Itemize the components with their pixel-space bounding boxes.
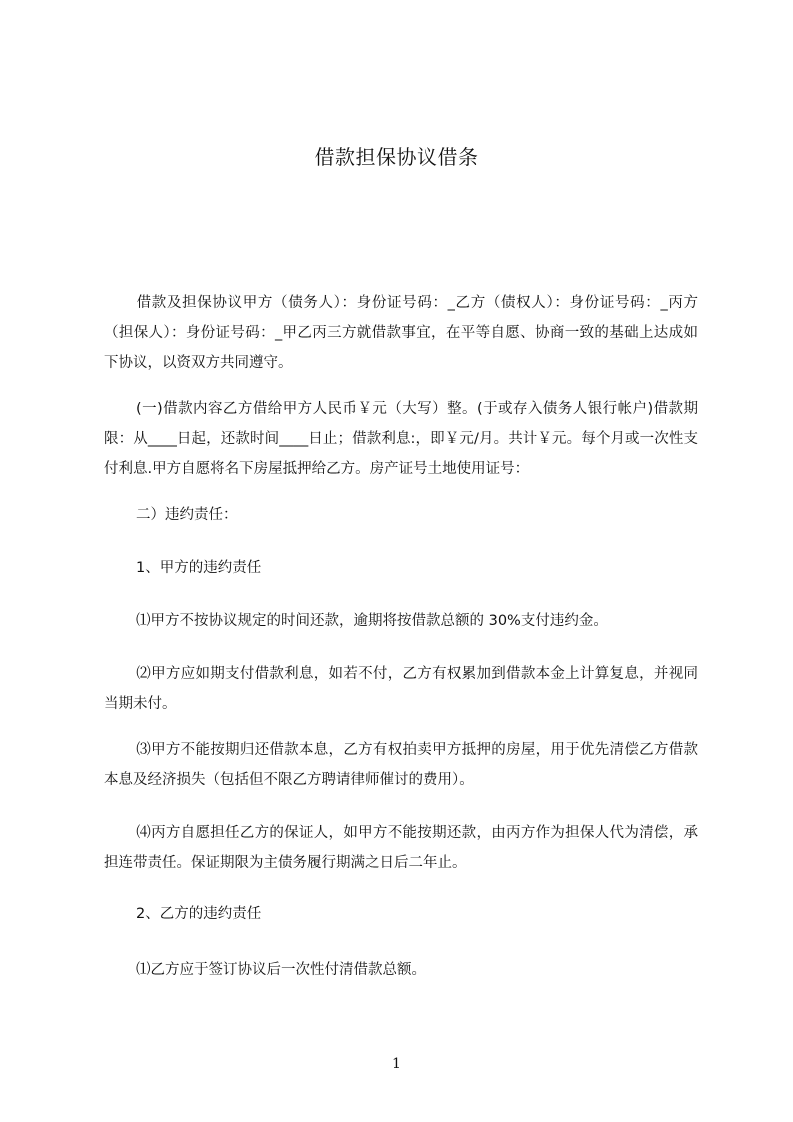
subheading-party-a-text: 1、甲方的违约责任 [136,560,262,576]
clause-a-1-text: ⑴甲方不按协议规定的时间还款，逾期将按借款总额的 30%支付违约金。 [136,613,608,629]
subheading-party-a [104,553,698,583]
paragraph-intro-text: 借款及担保协议甲方（债务人）：身份证号码：_乙方（债权人）：身份证号码：_丙方（担保人）：身份证号码：_甲乙丙三方就借款事宜，在平等自愿、协商一致的基础上达成如下协议，以资双方共同遵守。 [104,295,698,371]
clause-a-3 [104,735,698,795]
subheading-party-b [104,899,698,929]
clause-a-4-text: ⑷丙方自愿担任乙方的保证人，如甲方不能按期还款，由丙方作为担保人代为清偿，承担连带责任。保证期限为主债务履行期满之日后二年止。 [104,825,698,871]
clause-a-2-text: ⑵甲方应如期支付借款利息，如若不付，乙方有权累加到借款本金上计算复息，并视同当期未付。 [104,666,698,712]
clause-a-3-text: ⑶甲方不能按期归还借款本息，乙方有权拍卖甲方抵押的房屋，用于优先清偿乙方借款本息及经济损失（包括但不限乙方聘请律师催讨的费用）。 [104,742,698,788]
subheading-party-b-text: 2、乙方的违约责任 [136,906,262,922]
paragraph-loan-content-text: (一)借款内容乙方借给甲方人民币￥元（大写）整。(于或存入债务人银行帐户)借款期限：从____日起，还款时间____日止；借款利息:，即￥元/月。共计￥元。每个月或一次性支付利息.甲方自愿将名下房屋抵押给乙方。房产证号土地使用证号： [104,401,698,477]
clause-b-1-text: ⑴乙方应于签订协议后一次性付清借款总额。 [136,962,426,978]
clause-b-1 [104,955,698,985]
clause-a-1 [104,606,698,636]
document-title: 借款担保协议借条 [314,145,479,169]
page-number: 1 [392,1056,401,1072]
paragraph-loan-content [104,394,698,484]
clause-a-2 [104,659,698,719]
section-heading-liability [104,500,698,530]
section-heading-liability-text: 二）违约责任： [136,507,238,523]
clause-a-4 [104,818,698,878]
paragraph-intro [104,288,698,378]
